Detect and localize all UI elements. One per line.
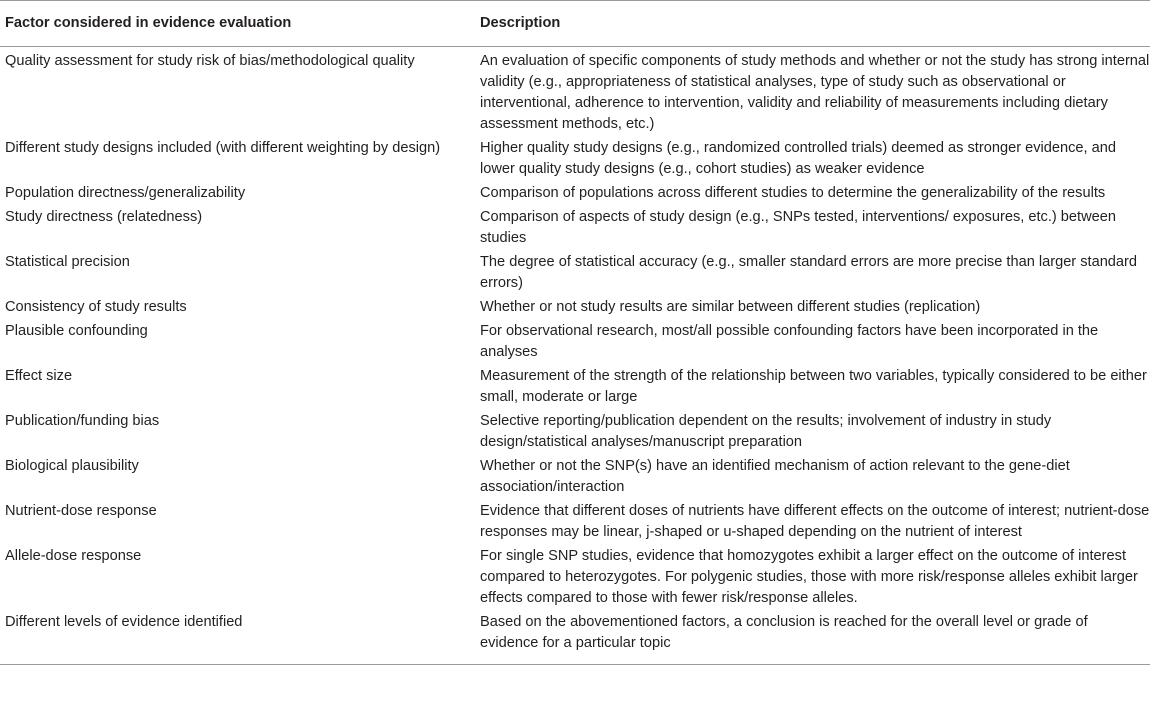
factor-cell: Consistency of study results	[5, 299, 187, 315]
factor-cell: Statistical precision	[5, 254, 130, 270]
table-row	[0, 455, 1150, 500]
factor-cell: Different study designs included (with different weighting by design)	[5, 140, 441, 156]
table-row	[0, 206, 1150, 251]
description-cell: Evidence that different doses of nutrients have different effects on the outcome of interest; nutrient-dose responses may be linear, j-shaped or u-shaped depending on the nutrient of interest	[480, 503, 1150, 540]
description-cell: Comparison of aspects of study design (e.g., SNPs tested, interventions/ exposures, etc.) between studies	[480, 209, 1116, 246]
description-cell: Based on the abovementioned factors, a conclusion is reached for the overall level or grade of evidence for a particular topic	[480, 614, 1088, 651]
factor-cell: Biological plausibility	[5, 458, 139, 474]
factor-cell: Publication/funding bias	[5, 413, 160, 429]
table-row	[0, 251, 1150, 296]
header-factor: Factor considered in evidence evaluation	[5, 15, 292, 31]
factor-cell: Population directness/generalizability	[5, 185, 246, 201]
description-cell: Whether or not study results are similar between different studies (replication)	[480, 299, 981, 315]
factor-cell: Study directness (relatedness)	[5, 209, 203, 225]
table-row	[0, 137, 1150, 182]
table-row	[0, 545, 1150, 611]
factor-cell: Allele-dose response	[5, 548, 142, 564]
factor-cell: Nutrient-dose response	[5, 503, 157, 519]
header-description: Description	[480, 15, 561, 31]
description-cell: The degree of statistical accuracy (e.g., smaller standard errors are more precise than larger standard errors)	[480, 254, 1138, 291]
table-row	[0, 410, 1150, 455]
factor-cell: Quality assessment for study risk of bias/methodological quality	[5, 53, 415, 69]
header-row	[0, 1, 1150, 47]
factor-cell: Plausible confounding	[5, 323, 148, 339]
description-cell: Measurement of the strength of the relationship between two variables, typically considered to be either small, moderate or large	[480, 368, 1147, 405]
factor-cell: Different levels of evidence identified	[5, 614, 243, 630]
description-cell: For single SNP studies, evidence that homozygotes exhibit a larger effect on the outcome of interest compared to heterozygotes. For polygenic studies, those with more risk/response alleles exhibit larger effects compared to those with fewer risk/response alleles.	[480, 548, 1138, 606]
description-cell: For observational research, most/all possible confounding factors have been incorporated in the analyses	[480, 323, 1099, 360]
description-cell: Selective reporting/publication dependent on the results; involvement of industry in study design/statistical analyses/manuscript preparation	[480, 413, 1052, 450]
table-row	[0, 296, 1150, 320]
factor-cell: Effect size	[5, 368, 73, 384]
table-row	[0, 365, 1150, 410]
description-cell: Comparison of populations across different studies to determine the generalizability of the results	[480, 185, 1106, 201]
table-body	[0, 47, 1150, 665]
table-row	[0, 47, 1150, 137]
description-cell: Whether or not the SNP(s) have an identified mechanism of action relevant to the gene-diet association/interaction	[480, 458, 1070, 495]
description-cell: An evaluation of specific components of study methods and whether or not the study has strong internal validity (e.g., appropriateness of statistical analyses, type of study such as observational or interventional, adherence to intervention, validity and reliability of measurements including dietary assessment methods, etc.)	[480, 53, 1150, 132]
table-row	[0, 500, 1150, 545]
table-row	[0, 320, 1150, 365]
description-cell: Higher quality study designs (e.g., randomized controlled trials) deemed as stronger evidence, and lower quality study designs (e.g., cohort studies) as weaker evidence	[480, 140, 1116, 177]
table-row	[0, 182, 1150, 206]
table-header	[0, 1, 1150, 47]
table-row	[0, 611, 1150, 665]
